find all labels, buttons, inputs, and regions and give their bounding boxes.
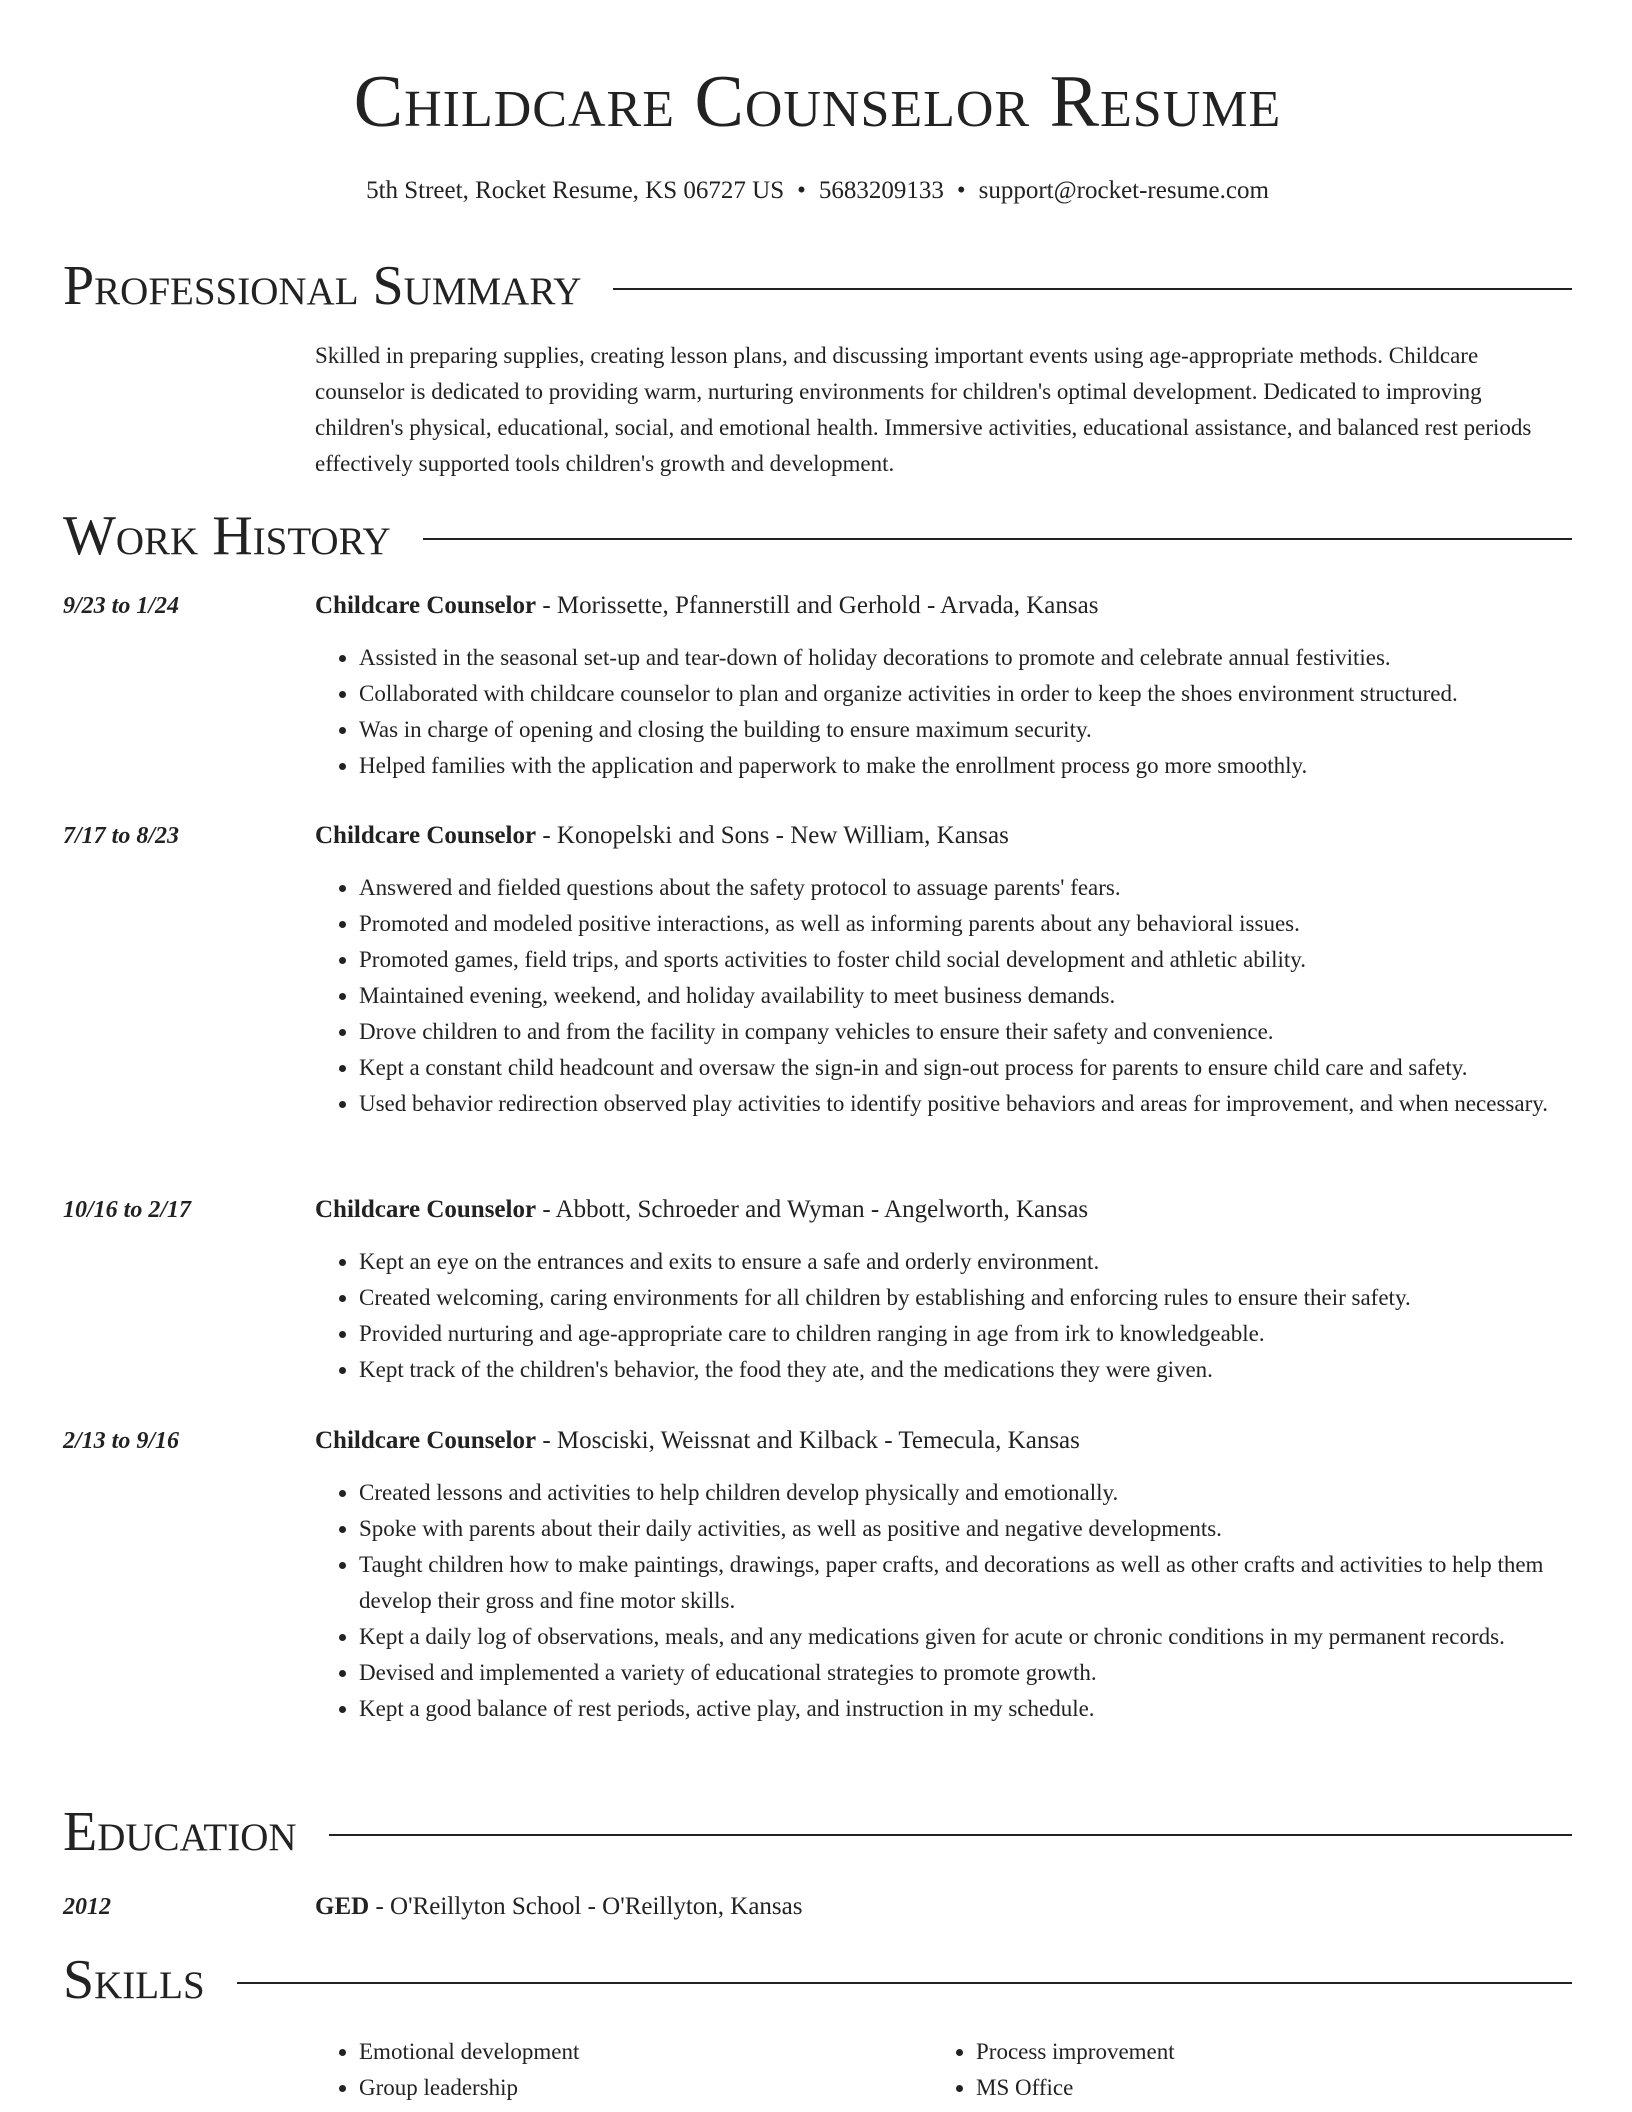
skills-list-left xyxy=(315,2034,919,2106)
job-title: Childcare Counselor xyxy=(315,822,537,849)
contact-separator: • xyxy=(797,177,806,204)
section-title-summary: Professional Summary xyxy=(63,255,582,317)
contact-address: 5th Street, Rocket Resume, KS 06727 US xyxy=(366,177,785,204)
job-employer: - Abbott, Schroeder and Wyman - Angelworth, Kansas xyxy=(536,1196,1089,1223)
job-duties xyxy=(315,640,1616,784)
duty-item: • Kept a constant child headcount and oversaw the sign-in and sign-out process for parents to ensure child care and safety. xyxy=(359,1050,1616,1086)
job-heading xyxy=(315,818,1009,854)
job-dates: 9/23 to 1/24 xyxy=(63,593,180,619)
duty-item: • Kept track of the children's behavior, the food they ate, and the medications they were given. xyxy=(359,1352,1616,1388)
job-heading xyxy=(315,1423,1080,1459)
duty-item: • Was in charge of opening and closing the building to ensure maximum security. xyxy=(359,712,1616,748)
duty-item: • Promoted and modeled positive interactions, as well as informing parents about any behavioral issues. xyxy=(359,906,1616,942)
section-heading-education xyxy=(63,1800,1572,1864)
job-duties xyxy=(315,870,1616,1122)
duty-item: • Answered and fielded questions about the safety protocol to assuage parents' fears. xyxy=(359,870,1616,906)
education-heading xyxy=(315,1889,802,1925)
job-heading xyxy=(315,1192,1088,1228)
job-duties xyxy=(315,1475,1616,1727)
job-title: Childcare Counselor xyxy=(315,1427,537,1454)
section-divider xyxy=(423,538,1572,540)
job-duties xyxy=(315,1244,1616,1388)
skill-item: • Group leadership xyxy=(359,2070,919,2106)
job-employer: - Morissette, Pfannerstill and Gerhold - Arvada, Kansas xyxy=(536,592,1099,619)
duty-item: • Created lessons and activities to help children develop physically and emotionally. xyxy=(359,1475,1616,1511)
duty-item: • Spoke with parents about their daily activities, as well as positive and negative developments. xyxy=(359,1511,1616,1547)
duty-item: • Kept a good balance of rest periods, active play, and instruction in my schedule. xyxy=(359,1691,1616,1727)
duty-item: • Assisted in the seasonal set-up and tear-down of holiday decorations to promote and celebrate annual festivities. xyxy=(359,640,1616,676)
job-title: Childcare Counselor xyxy=(315,592,537,619)
job-title: Childcare Counselor xyxy=(315,1196,537,1223)
summary-text: Skilled in preparing supplies, creating lesson plans, and discussing important events using age-appropriate methods. Childcare counselor is dedicated to providing warm, nurturing environments for children's optimal development. Dedicated to improving children's physical, educational, social, and emotional health. Immersive activities, educational assistance, and balanced rest periods effectively supported tools children's growth and development. xyxy=(315,343,1532,476)
duty-item: • Used behavior redirection observed play activities to identify positive behaviors and areas for improvement, and when necessary. xyxy=(359,1086,1616,1122)
duty-item: • Drove children to and from the facility in company vehicles to ensure their safety and convenience. xyxy=(359,1014,1616,1050)
duty-item: • Taught children how to make paintings, drawings, paper crafts, and decorations as well as other crafts and activities to help them develop their gross and fine motor skills. xyxy=(359,1547,1616,1619)
job-dates: 7/17 to 8/23 xyxy=(63,823,180,849)
education-year: 2012 xyxy=(63,1894,111,1920)
duty-item: • Kept an eye on the entrances and exits to ensure a safe and orderly environment. xyxy=(359,1244,1616,1280)
skill-item: • MS Office xyxy=(976,2070,1536,2106)
section-heading-skills xyxy=(63,1948,1572,2012)
education-school: - O'Reillyton School - O'Reillyton, Kansas xyxy=(369,1893,803,1920)
section-divider xyxy=(613,288,1572,290)
section-title-education: Education xyxy=(63,1801,297,1863)
section-divider xyxy=(329,1834,1572,1836)
job-employer: - Konopelski and Sons - New William, Kansas xyxy=(536,822,1009,849)
resume-title: Childcare Counselor Resume xyxy=(353,61,1282,143)
duty-item: • Maintained evening, weekend, and holiday availability to meet business demands. xyxy=(359,978,1616,1014)
duty-item: • Devised and implemented a variety of educational strategies to promote growth. xyxy=(359,1655,1616,1691)
duty-item: • Helped families with the application and paperwork to make the enrollment process go more smoothly. xyxy=(359,748,1616,784)
skill-item: • Process improvement xyxy=(976,2034,1536,2070)
duty-item: • Created welcoming, caring environments for all children by establishing and enforcing rules to ensure their safety. xyxy=(359,1280,1616,1316)
section-divider xyxy=(237,1982,1572,1984)
contact-line xyxy=(63,174,1572,208)
contact-separator: • xyxy=(956,177,966,204)
job-dates: 2/13 to 9/16 xyxy=(63,1428,180,1454)
section-heading-summary xyxy=(63,254,1572,318)
duty-item: • Collaborated with childcare counselor to plan and organize activities in order to keep the shoes environment structured. xyxy=(359,676,1616,712)
education-degree: GED xyxy=(315,1893,370,1920)
section-title-work-history: Work History xyxy=(63,505,391,567)
duty-item: • Provided nurturing and age-appropriate care to children ranging in age from irk to knowledgeable. xyxy=(359,1316,1616,1352)
job-employer: - Mosciski, Weissnat and Kilback - Temecula, Kansas xyxy=(536,1427,1080,1454)
skill-item: • Emotional development xyxy=(359,2034,919,2070)
job-heading xyxy=(315,588,1098,624)
duty-item: • Kept a daily log of observations, meals, and any medications given for acute or chronic conditions in my permanent records. xyxy=(359,1619,1616,1655)
duty-item: • Promoted games, field trips, and sports activities to foster child social development and athletic ability. xyxy=(359,942,1616,978)
contact-email: support@rocket-resume.com xyxy=(978,177,1269,204)
section-title-skills: Skills xyxy=(63,1949,205,2011)
job-dates: 10/16 to 2/17 xyxy=(63,1197,192,1223)
contact-phone: 5683209133 xyxy=(818,177,944,204)
skills-list-right xyxy=(932,2034,1536,2106)
section-heading-work-history xyxy=(63,504,1572,568)
